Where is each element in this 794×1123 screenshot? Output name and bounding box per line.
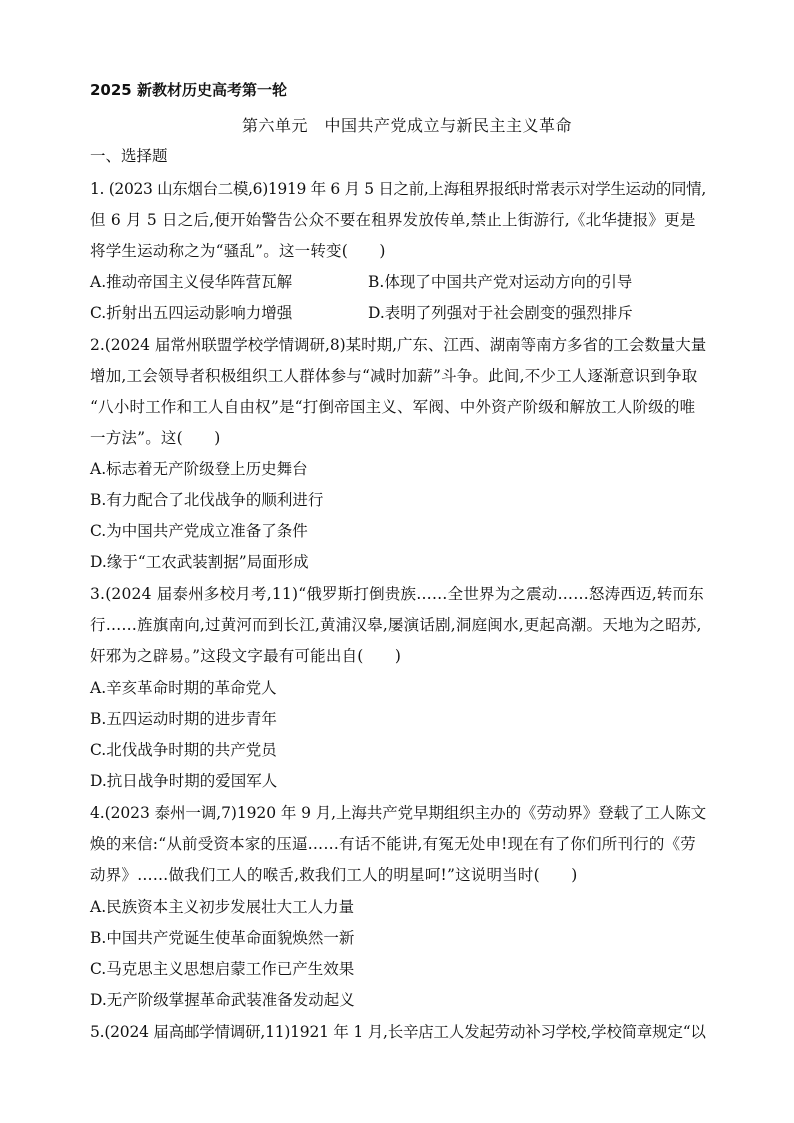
question-5-line-1: 5.(2024 届高邮学情调研,11)1921 年 1 月,长辛店工人发起劳动补习学校,学校简章规定“以: [90, 1023, 706, 1041]
question-4-option-a[interactable]: A.民族资本主义初步发展壮大工人力量: [90, 898, 355, 916]
question-3-option-b[interactable]: B.五四运动时期的进步青年: [90, 710, 277, 728]
question-3-line-3: 奸邪为之辟易。”这段文字最有可能出自( ): [90, 647, 402, 665]
question-1-option-c[interactable]: C.折射出五四运动影响力增强: [90, 304, 293, 322]
question-3-option-d[interactable]: D.抗日战争时期的爱国军人: [90, 772, 278, 790]
question-1-line-1: 1. (2023 山东烟台二模,6)1919 年 6 月 5 日之前,上海租界报纸时常表示对学生运动的同情,: [90, 180, 706, 198]
unit-title: 第六单元 中国共产党成立与新民主主义革命: [241, 116, 572, 135]
question-1-option-d[interactable]: D.表明了列强对于社会剧变的强烈排斥: [368, 304, 633, 322]
question-4-line-3: 动界》……做我们工人的喉舌,救我们工人的明星呵!”这说明当时( ): [90, 866, 578, 884]
question-2-option-b[interactable]: B.有力配合了北伐战争的顺利进行: [90, 491, 324, 509]
section-heading: 一、选择题: [90, 147, 168, 165]
question-2-option-c[interactable]: C.为中国共产党成立准备了条件: [90, 522, 308, 540]
question-1-option-b[interactable]: B.体现了中国共产党对运动方向的引导: [368, 273, 633, 291]
question-1-line-2: 但 6 月 5 日之后,便开始警告公众不要在租界发放传单,禁止上街游行,《北华捷报》更是: [90, 211, 696, 229]
question-2-line-2: 增加,工会领导者积极组织工人群体参与“减时加薪”斗争。此间,不少工人逐渐意识到争取: [90, 367, 698, 385]
question-4-option-d[interactable]: D.无产阶级掌握革命武装准备发动起义: [90, 991, 355, 1009]
question-4-option-b[interactable]: B.中国共产党诞生使革命面貌焕然一新: [90, 929, 355, 947]
question-3-line-1: 3.(2024 届泰州多校月考,11)“俄罗斯打倒贵族……全世界为之震动……怒涛西迈,转而东: [90, 585, 704, 603]
question-3-option-c[interactable]: C.北伐战争时期的共产党员: [90, 741, 277, 759]
question-4-line-1: 4.(2023 泰州一调,7)1920 年 9 月,上海共产党早期组织主办的《劳动界》登载了工人陈文: [90, 804, 707, 822]
question-4-line-2: 焕的来信:“从前受资本家的压逼……有话不能讲,有冤无处申!现在有了你们所刊行的《劳: [90, 835, 697, 853]
question-4-option-c[interactable]: C.马克思主义思想启蒙工作已产生效果: [90, 960, 355, 978]
question-2-line-1: 2.(2024 届常州联盟学校学情调研,8)某时期,广东、江西、湖南等南方多省的工会数量大量: [90, 336, 707, 354]
question-3-line-2: 行……旌旗南向,过黄河而到长江,黄浦汉皋,屡演话剧,洞庭闽水,更起高潮。天地为之昭苏,: [90, 616, 702, 634]
document-header: 2025 新教材历史高考第一轮: [90, 81, 287, 99]
question-1-line-3: 将学生运动称之为“骚乱”。这一转变( ): [90, 242, 386, 260]
question-2-line-3: “八小时工作和工人自由权”是“打倒帝国主义、军阀、中外资产阶级和解放工人阶级的唯: [90, 398, 696, 416]
question-2-option-a[interactable]: A.标志着无产阶级登上历史舞台: [90, 460, 308, 478]
question-2-option-d[interactable]: D.缘于“工农武装割据”局面形成: [90, 553, 309, 571]
question-2-line-4: 一方法”。这( ): [90, 429, 221, 447]
question-1-option-a[interactable]: A.推动帝国主义侵华阵营瓦解: [90, 273, 293, 291]
question-3-option-a[interactable]: A.辛亥革命时期的革命党人: [90, 679, 277, 697]
